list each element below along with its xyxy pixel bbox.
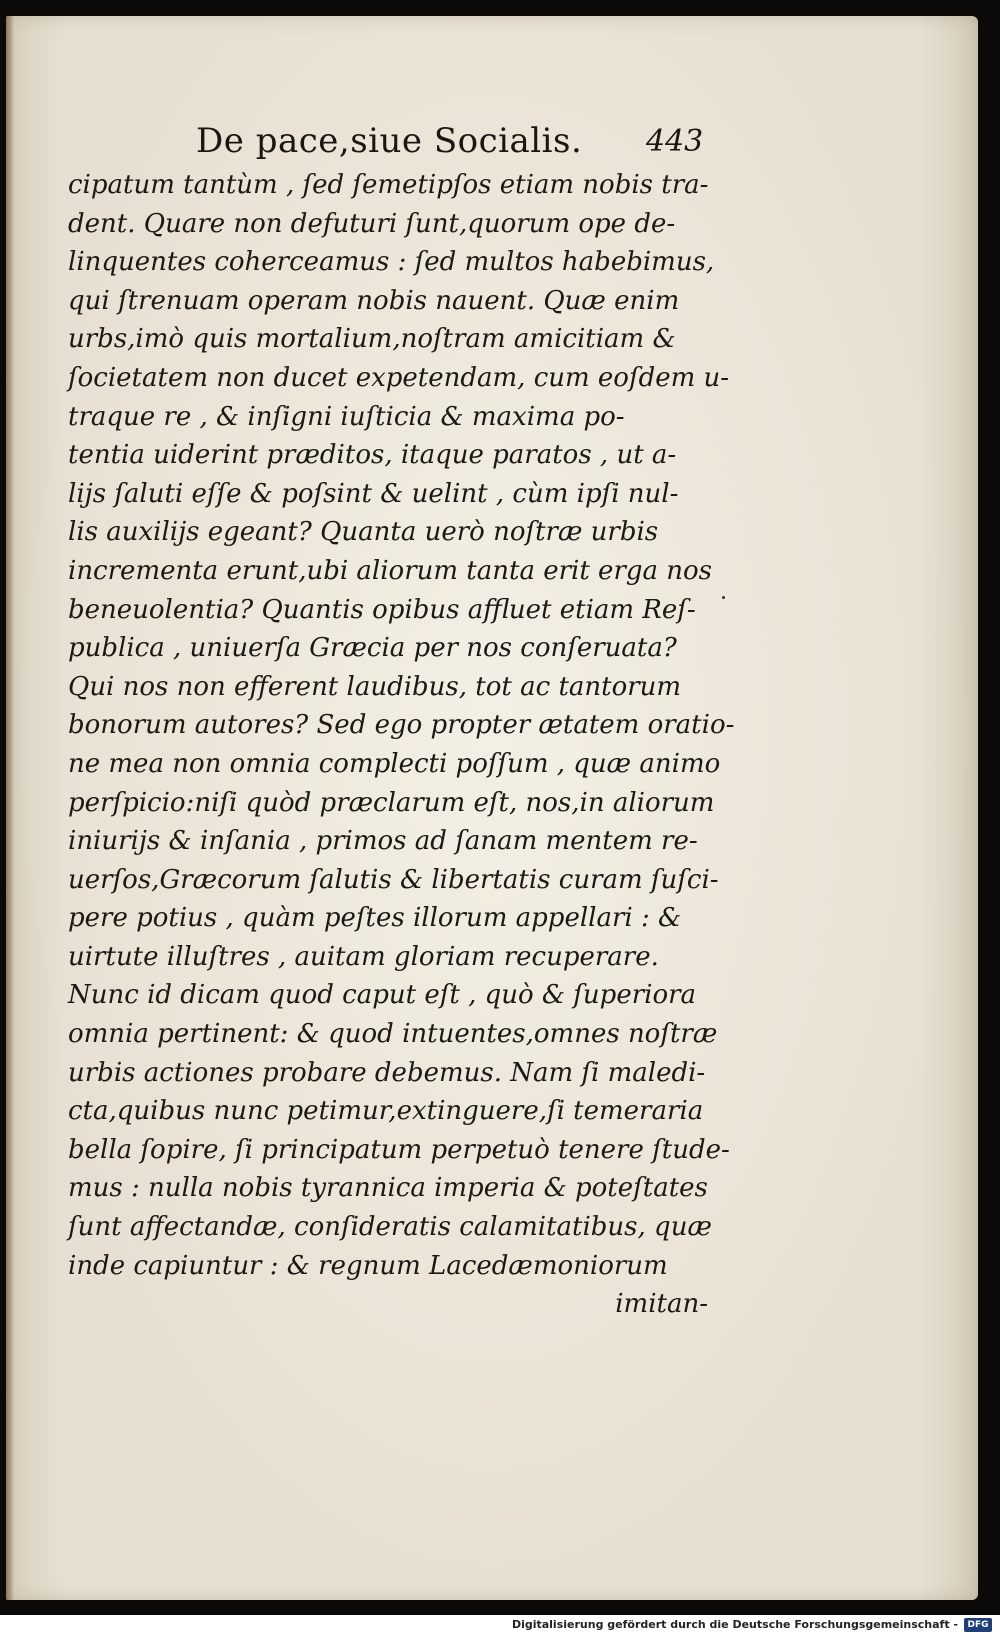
text-line: urbs,imò quis mortalium,noſtram amicitiam &	[68, 324, 676, 355]
text-line: uerſos,Græcorum ſalutis & libertatis curam ſuſci-	[68, 864, 719, 895]
text-line: ſunt affectandæ, conſideratis calamitatibus, quæ	[68, 1212, 712, 1243]
text-line: bella ſopire, ſi principatum perpetuò tenere ſtude-	[68, 1134, 730, 1165]
paper-speck	[722, 596, 725, 599]
text-line: inde capiuntur : & regnum Lacedæmoniorum	[68, 1250, 668, 1281]
running-head: De pace,siue Socialis.	[196, 121, 583, 161]
text-line: traque re , & inſigni iuſticia & maxima po-	[68, 401, 625, 432]
text-line: incrementa erunt,ubi aliorum tanta erit erga nos	[68, 555, 713, 586]
body-text	[68, 166, 735, 1324]
text-line: publica , uniuerſa Græcia per nos conſeruata?	[68, 633, 677, 664]
funding-credit: Digitalisierung gefördert durch die Deutsche Forschungsgemeinschaft -	[511, 1618, 958, 1631]
text-line: tentia uiderint præditos, itaque paratos , ut a-	[68, 440, 677, 471]
text-line: omnia pertinent: & quod intuentes,omnes noſtræ	[68, 1019, 718, 1050]
text-line: cta,quibus nunc petimur,extinguere,ſi temeraria	[68, 1096, 704, 1127]
text-line: lijs ſaluti eſſe & poſsint & uelint , cùm ipſi nul-	[68, 478, 679, 509]
text-line: Qui nos non efferent laudibus, tot ac tantorum	[68, 671, 682, 702]
book-page	[6, 16, 978, 1600]
text-line: linquentes coherceamus : ſed multos habebimus,	[68, 247, 715, 278]
text-line: bonorum autores? Sed ego propter ætatem oratio-	[68, 710, 735, 741]
text-line: cipatum tantùm , ſed ſemetipſos etiam nobis tra-	[68, 170, 709, 200]
text-line: Nunc id dicam quod caput eſt , quò & ſuperiora	[68, 980, 697, 1011]
page-binding-edge	[6, 16, 14, 1600]
text-line: perſpicio:niſi quòd præclarum eſt, nos,in aliorum	[68, 787, 715, 818]
text-line: ſocietatem non ducet expetendam, cum eoſdem u-	[68, 362, 730, 393]
catchword: imitan-	[615, 1289, 708, 1320]
text-line: ne mea non omnia complecti poſſum , quæ animo	[68, 748, 721, 779]
text-line: lis auxilijs egeant? Quanta uerò noſtræ urbis	[68, 517, 659, 548]
text-line: qui ſtrenuam operam nobis nauent. Quæ enim	[68, 285, 680, 316]
text-line: beneuolentia? Quantis opibus affluet etiam Reſ-	[68, 594, 696, 625]
text-line: iniurijs & inſania , primos ad ſanam mentem re-	[68, 826, 698, 857]
text-line: dent. Quare non defuturi ſunt,quorum ope de-	[68, 208, 676, 239]
dfg-logo-icon[interactable]: DFG	[964, 1618, 992, 1632]
text-line: uirtute illuſtres , auitam gloriam recuperare.	[68, 941, 659, 972]
page-number: 443	[646, 124, 704, 159]
footer-bar	[0, 1615, 1000, 1636]
text-line: urbis actiones probare debemus. Nam ſi maledi-	[68, 1057, 706, 1088]
text-line: pere potius , quàm peſtes illorum appellari : &	[68, 903, 682, 934]
text-line: mus : nulla nobis tyrannica imperia & poteſtates	[68, 1173, 708, 1204]
